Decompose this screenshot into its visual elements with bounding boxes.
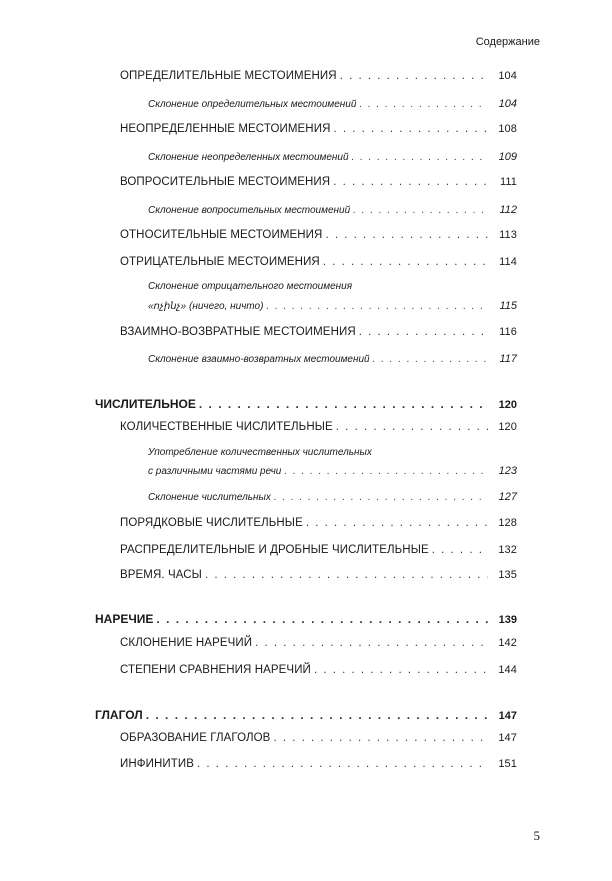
toc-entry[interactable] [120,569,517,581]
dot-leader [352,152,488,163]
toc-entry[interactable] [120,326,517,338]
toc-entry-page: 132 [498,544,517,556]
toc-entry-label: РАСПРЕДЕЛИТЕЛЬНЫЕ И ДРОБНЫЕ ЧИСЛИТЕЛЬНЫЕ [120,544,429,556]
dot-leader [353,205,488,216]
dot-leader [323,256,488,268]
dot-leader [266,301,488,312]
toc-entry-label: ОТНОСИТЕЛЬНЫЕ МЕСТОИМЕНИЯ [120,229,323,241]
toc-chapter[interactable] [95,708,517,722]
toc-entry-page: 127 [498,491,517,503]
toc-chapter[interactable] [95,397,517,411]
dot-leader [284,466,488,477]
toc-entry[interactable] [148,465,517,477]
dot-leader [432,544,488,556]
toc-entry-label: с различными частями речи [148,466,282,477]
toc-entry-label: КОЛИЧЕСТВЕННЫЕ ЧИСЛИТЕЛЬНЫЕ [120,421,333,433]
dot-leader [333,176,488,188]
toc-entry-label-line1: Склонение отрицательного местоимения [148,281,353,292]
toc-entry[interactable] [120,70,517,82]
dot-leader [205,569,488,581]
toc-entry-label: Склонение определительных местоимений [148,99,357,110]
dot-leader [340,70,488,82]
toc-entry[interactable] [120,176,517,188]
dot-leader [197,758,488,770]
toc-entry-page: 117 [499,353,517,365]
toc-entry-label: ОТРИЦАТЕЛЬНЫЕ МЕСТОИМЕНИЯ [120,256,320,268]
dot-leader [306,517,488,529]
toc-entry-label: ПОРЯДКОВЫЕ ЧИСЛИТЕЛЬНЫЕ [120,517,303,529]
toc-entry-page: 147 [498,710,517,722]
page-number: 5 [533,828,540,843]
dot-leader [146,708,488,722]
toc-entry[interactable] [148,151,517,163]
dot-leader [255,637,488,649]
toc-entry[interactable] [148,353,517,365]
toc-chapter[interactable] [95,612,517,626]
toc-entry[interactable] [120,229,517,241]
dot-leader [325,229,488,241]
toc-entry-page: 123 [498,465,517,477]
toc-entry-page: 142 [498,637,517,649]
toc-entry-label: ОБРАЗОВАНИЕ ГЛАГОЛОВ [120,732,271,744]
toc-entry[interactable] [120,421,517,433]
dot-leader [359,326,488,338]
toc-entry-label: ИНФИНИТИВ [120,758,195,770]
toc-entry-label: ОПРЕДЕЛИТЕЛЬНЫЕ МЕСТОИМЕНИЯ [120,70,337,82]
toc-entry-label: Склонение числительных [148,492,271,503]
toc-entry[interactable] [120,544,517,556]
dot-leader [373,354,488,365]
toc-entry-page: 128 [498,517,517,529]
toc-entry[interactable] [148,98,517,110]
toc-entry[interactable] [148,204,517,216]
toc-entry[interactable] [120,637,517,649]
dot-leader [274,492,488,503]
toc-entry-page: 135 [498,569,517,581]
toc-entry-page: 104 [498,98,517,110]
toc-entry-label-line1: Употребление количественных числительных [148,447,372,458]
toc-entry-page: 113 [499,229,517,241]
toc-entry-page: 151 [498,758,517,770]
toc-entry-page: 114 [499,256,517,268]
toc-entry-page: 104 [498,70,517,82]
dot-leader [336,421,488,433]
toc-entry[interactable] [120,664,517,676]
toc-entry[interactable] [148,491,517,503]
toc-entry[interactable] [120,517,517,529]
toc-entry-label: Склонение неопределенных местоимений [148,152,349,163]
toc-entry-label: Склонение взаимно-возвратных местоимений [148,354,370,365]
dot-leader [314,664,488,676]
dot-leader [359,99,488,110]
toc-entry-page: 120 [498,421,517,433]
toc-entry-page: 115 [499,300,517,312]
toc-entry-label: Склонение вопросительных местоимений [148,205,351,216]
toc-entry-page: 109 [498,151,517,163]
toc-entry-page: 120 [498,399,517,411]
toc-entry-label: НЕОПРЕДЕЛЕННЫЕ МЕСТОИМЕНИЯ [120,123,331,135]
toc-entry-label: ГЛАГОЛ [95,708,143,722]
toc-entry-page: 139 [498,614,517,626]
toc-entry-label: СКЛОНЕНИЕ НАРЕЧИЙ [120,637,253,649]
toc-entry[interactable] [148,300,517,312]
dot-leader [156,612,488,626]
dot-leader [199,397,488,411]
dot-leader [333,123,488,135]
toc-entry-page: 111 [499,176,517,188]
toc-entry-page: 108 [498,123,517,135]
toc-entry-label: ЧИСЛИТЕЛЬНОЕ [95,397,196,411]
toc-entry-label: ВРЕМЯ. ЧАСЫ [120,569,202,581]
toc-entry[interactable] [120,256,517,268]
toc-entry-label: ВОПРОСИТЕЛЬНЫЕ МЕСТОИМЕНИЯ [120,176,331,188]
toc-entry-page: 116 [499,326,517,338]
running-head: Содержание [475,36,540,48]
toc-entry-page: 144 [498,664,517,676]
dot-leader [273,732,488,744]
toc-entry-page: 112 [499,204,517,216]
toc-entry-label: НАРЕЧИЕ [95,612,154,626]
toc-entry[interactable] [120,123,517,135]
toc-entry-label: СТЕПЕНИ СРАВНЕНИЯ НАРЕЧИЙ [120,664,311,676]
toc-entry[interactable] [120,732,517,744]
toc-entry-page: 147 [498,732,517,744]
toc-entry-label: «ոչինչ» (ничего, ничто) [148,301,264,312]
toc-entry[interactable] [120,758,517,770]
toc-entry-label: ВЗАИМНО-ВОЗВРАТНЫЕ МЕСТОИМЕНИЯ [120,326,356,338]
